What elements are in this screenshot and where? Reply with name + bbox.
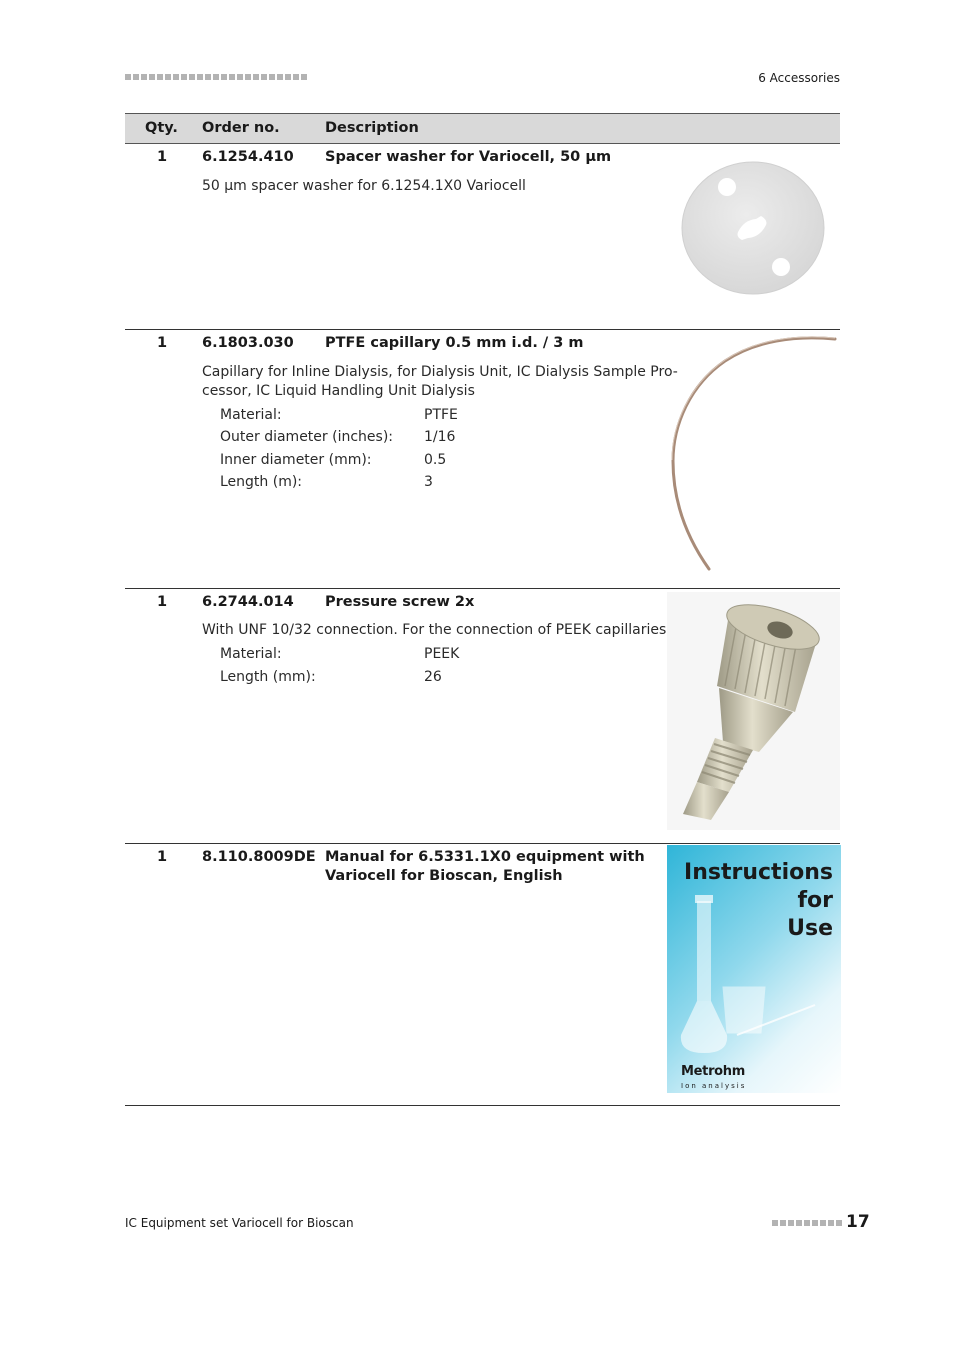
row-qty: 1	[157, 594, 168, 610]
spec-value: 0.5	[424, 452, 447, 468]
spec-label: Length (m):	[220, 474, 303, 490]
row-description-line: cessor, IC Liquid Handling Unit Dialysis	[202, 383, 475, 399]
row-divider	[125, 1105, 840, 1106]
footer-decoration	[772, 1220, 842, 1226]
chapter-title: 6 Accessories	[758, 71, 840, 85]
row-order-no: 6.2744.014	[202, 594, 294, 610]
row-qty: 1	[157, 149, 168, 165]
spacer-washer-image	[678, 158, 828, 300]
row-title: Spacer washer for Variocell, 50 µm	[325, 149, 612, 165]
table-header	[125, 113, 840, 144]
row-order-no: 6.1803.030	[202, 335, 294, 351]
header-decoration	[125, 74, 307, 82]
row-qty: 1	[157, 849, 168, 865]
spec-value: 1/16	[424, 429, 456, 445]
row-order-no: 6.1254.410	[202, 149, 294, 165]
row-divider	[125, 588, 840, 589]
spec-label: Length (mm):	[220, 669, 316, 685]
row-title: PTFE capillary 0.5 mm i.d. / 3 m	[325, 335, 584, 351]
spec-value: PTFE	[424, 407, 458, 423]
spec-label: Material:	[220, 407, 282, 423]
footer-document-title: IC Equipment set Variocell for Bioscan	[125, 1216, 354, 1230]
row-title: Pressure screw 2x	[325, 594, 475, 610]
cover-title-line: Use	[787, 916, 833, 941]
column-description: Description	[325, 120, 419, 136]
row-divider	[125, 843, 840, 844]
cover-tagline: Ion analysis	[681, 1082, 747, 1090]
row-order-no: 8.110.8009DE	[202, 849, 316, 865]
spec-value: 26	[424, 669, 442, 685]
spec-label: Inner diameter (mm):	[220, 452, 372, 468]
column-qty: Qty.	[145, 120, 178, 136]
row-divider	[125, 329, 840, 330]
spec-label: Material:	[220, 646, 282, 662]
cover-title-line: for	[797, 888, 833, 913]
row-title-line: Manual for 6.5331.1X0 equipment with	[325, 849, 645, 865]
manual-cover-image	[667, 845, 841, 1093]
page-number: 17	[846, 1212, 870, 1232]
row-description: With UNF 10/32 connection. For the connection of PEEK capillaries	[202, 622, 667, 638]
cover-brand: Metrohm	[681, 1064, 746, 1079]
row-description: 50 µm spacer washer for 6.1254.1X0 Variocell	[202, 178, 526, 194]
row-title-line: Variocell for Bioscan, English	[325, 868, 563, 884]
spec-value: 3	[424, 474, 433, 490]
volumetric-flask-icon	[667, 885, 841, 1065]
pressure-screw-image	[667, 592, 840, 830]
column-order-no: Order no.	[202, 120, 280, 136]
cover-title-line: Instructions	[684, 860, 833, 885]
row-qty: 1	[157, 335, 168, 351]
spec-value: PEEK	[424, 646, 460, 662]
spec-label: Outer diameter (inches):	[220, 429, 393, 445]
row-description-line: Capillary for Inline Dialysis, for Dialysis Unit, IC Dialysis Sample Pro-	[202, 364, 678, 380]
ptfe-capillary-image	[665, 333, 840, 575]
